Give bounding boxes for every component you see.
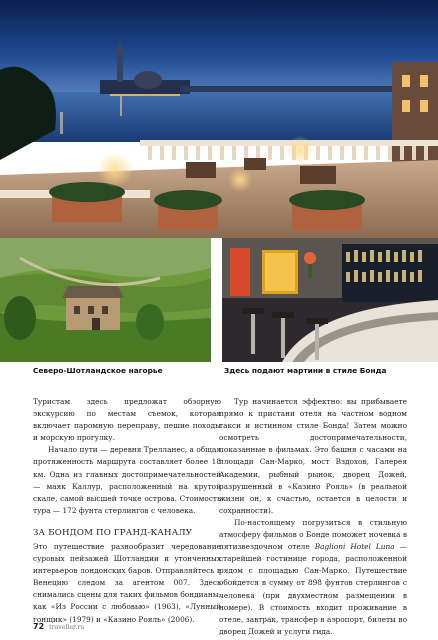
paragraph-text: — старейшей гостинице города, расположенной рядом с площадью Сан-Марко. Путешествие обойдется в сумму от 898 фунтов стерлингов с человека (при двухместном размещении в номере). В стоимость входит проживание в отеле, завтрак, трансфер в аэропорт, билеты во дворец Дожей и услуги гида.: [219, 542, 407, 636]
paragraph-text: По-настоящему погрузиться в стильную атмосферу фильмов о Бонде поможет ночевка в пятизвездочном отеле: [219, 517, 407, 552]
paragraph: Это путешествие разнообразит чередование суровых пейзажей Шотландии и утонченных интерьеров лондонских баров. Отправляйтесь в Венецию следом за агентом 007. Здесь снимались сцены для таких фильмов бондианы, как «Из России с любовью» (1963), «Лунный гонщик» (1979) и «Казино Рояль» (2006).: [33, 541, 221, 624]
photo-caption-bar: Здесь подают мартини в стиле Бонда: [224, 366, 387, 375]
photo-caption-scotland: Северо-Шотландское нагорье: [33, 366, 163, 375]
page-footer: [33, 622, 84, 631]
section-heading: ЗА БОНДОМ ПО ГРАНД-КАНАЛУ: [33, 527, 193, 538]
venice-terrace-photo: [0, 0, 438, 238]
paragraph: Туристам здесь предложат обзорную экскурсию по местам съемок, которая включает паромную переправу, пешие походы и морскую прогулку.: [33, 397, 221, 443]
paragraph: [219, 517, 407, 638]
article-column-right: [219, 396, 407, 638]
page-number: 72: [33, 622, 45, 631]
paragraph: Начало пути — деревня Трелланес, а общая протяженность маршрута составляет более 18 км. Одна из главных достопримечательностей — маяк Каллур, расположенный на крутой скале, самой высшей точке острова. Стоимость тура — 172 фунта стерлингов с человека.: [33, 445, 221, 515]
hotel-name: Baglioni Hotel Luna: [314, 542, 395, 552]
cocktail-bar-photo: [222, 238, 438, 362]
scotland-highlands-photo: [0, 238, 211, 362]
article-column-left: [33, 396, 221, 626]
paragraph: Тур начинается эффектно: вы прибываете прямо к пристани отеля на частном водном такси и истинном стиле Бонда! Затем можно осмотреть достопримечательности, показанные в фильмах. Это башня с часами на площади Сан-Марко, мост Вздохов, Галерея Академии, рыбный рынок, дворец Дожей, разрушенный в «Казино Рояль» (в реальной жизни он, к счастью, остается в целости и сохранности).: [219, 397, 407, 515]
magazine-site: traveller.ru: [49, 624, 85, 631]
